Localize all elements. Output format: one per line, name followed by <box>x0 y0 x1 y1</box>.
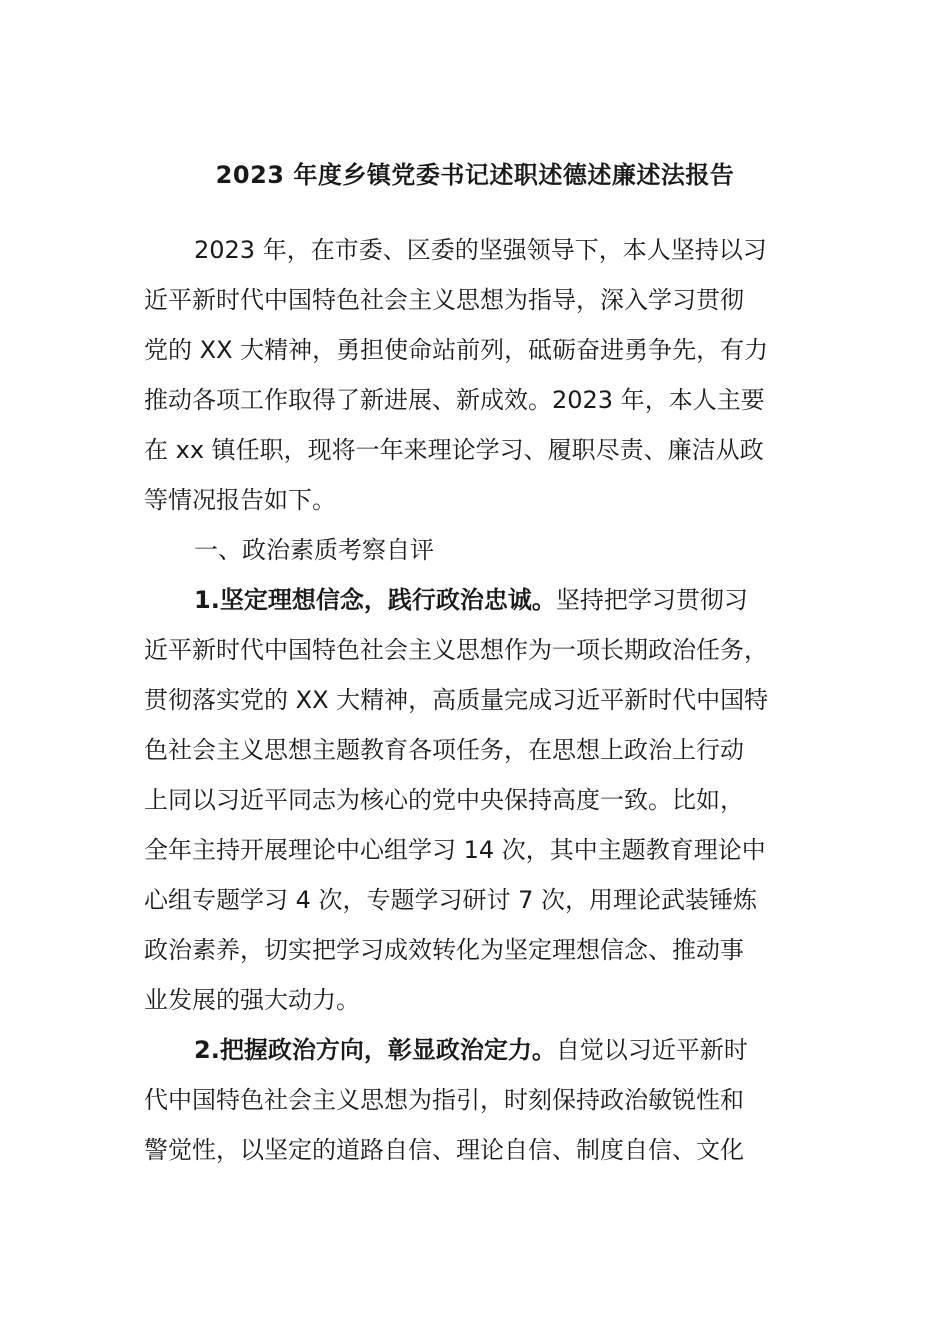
item-2-line-3: 警觉性，以坚定的道路自信、理论自信、制度自信、文化 <box>144 1136 744 1164</box>
item-2-first-line <box>194 1030 748 1070</box>
item-2-first-line-text: 自觉以习近平新时 <box>555 1036 748 1064</box>
item-1-line-7: 心组专题学习 4 次，专题学习研讨 7 次，用理论武装锤炼 <box>144 886 758 914</box>
document-title: 2023 年度乡镇党委书记述职述德述廉述法报告 <box>215 161 735 189</box>
item-1-line-9: 业发展的强大动力。 <box>144 986 360 1014</box>
intro-line-4: 推动各项工作取得了新进展、新成效。2023 年，本人主要 <box>144 386 765 414</box>
intro-line-2: 近平新时代中国特色社会主义思想为指导，深入学习贯彻 <box>144 286 744 314</box>
item-1-line-3: 贯彻落实党的 XX 大精神，高质量完成习近平新时代中国特 <box>144 686 769 714</box>
item-1-line-2: 近平新时代中国特色社会主义思想作为一项长期政治任务， <box>144 636 768 664</box>
item-1-first-line <box>194 580 748 620</box>
item-1-line-6: 全年主持开展理论中心组学习 14 次，其中主题教育理论中 <box>144 836 766 864</box>
item-1-line-8: 政治素养，切实把学习成效转化为坚定理想信念、推动事 <box>144 936 744 964</box>
item-1-heading: 1.坚定理想信念，践行政治忠诚。 <box>194 586 556 614</box>
item-2-line-2: 代中国特色社会主义思想为指引，时刻保持政治敏锐性和 <box>144 1086 744 1114</box>
intro-line-6: 等情况报告如下。 <box>144 486 336 514</box>
item-1-line-4: 色社会主义思想主题教育各项任务，在思想上政治上行动 <box>144 736 744 764</box>
section-heading-1: 一、政治素质考察自评 <box>194 536 434 564</box>
item-2-heading: 2.把握政治方向，彰显政治定力。 <box>194 1036 556 1064</box>
item-1-line-5: 上同以习近平同志为核心的党中央保持高度一致。比如， <box>144 786 744 814</box>
item-1-first-line-text: 坚持把学习贯彻习 <box>555 586 748 614</box>
intro-line-5: 在 xx 镇任职，现将一年来理论学习、履职尽责、廉洁从政 <box>144 436 764 464</box>
intro-line-3: 党的 XX 大精神，勇担使命站前列，砥砺奋进勇争先，有力 <box>144 336 769 364</box>
intro-line-1: 2023 年，在市委、区委的坚强领导下，本人坚持以习 <box>194 236 767 264</box>
